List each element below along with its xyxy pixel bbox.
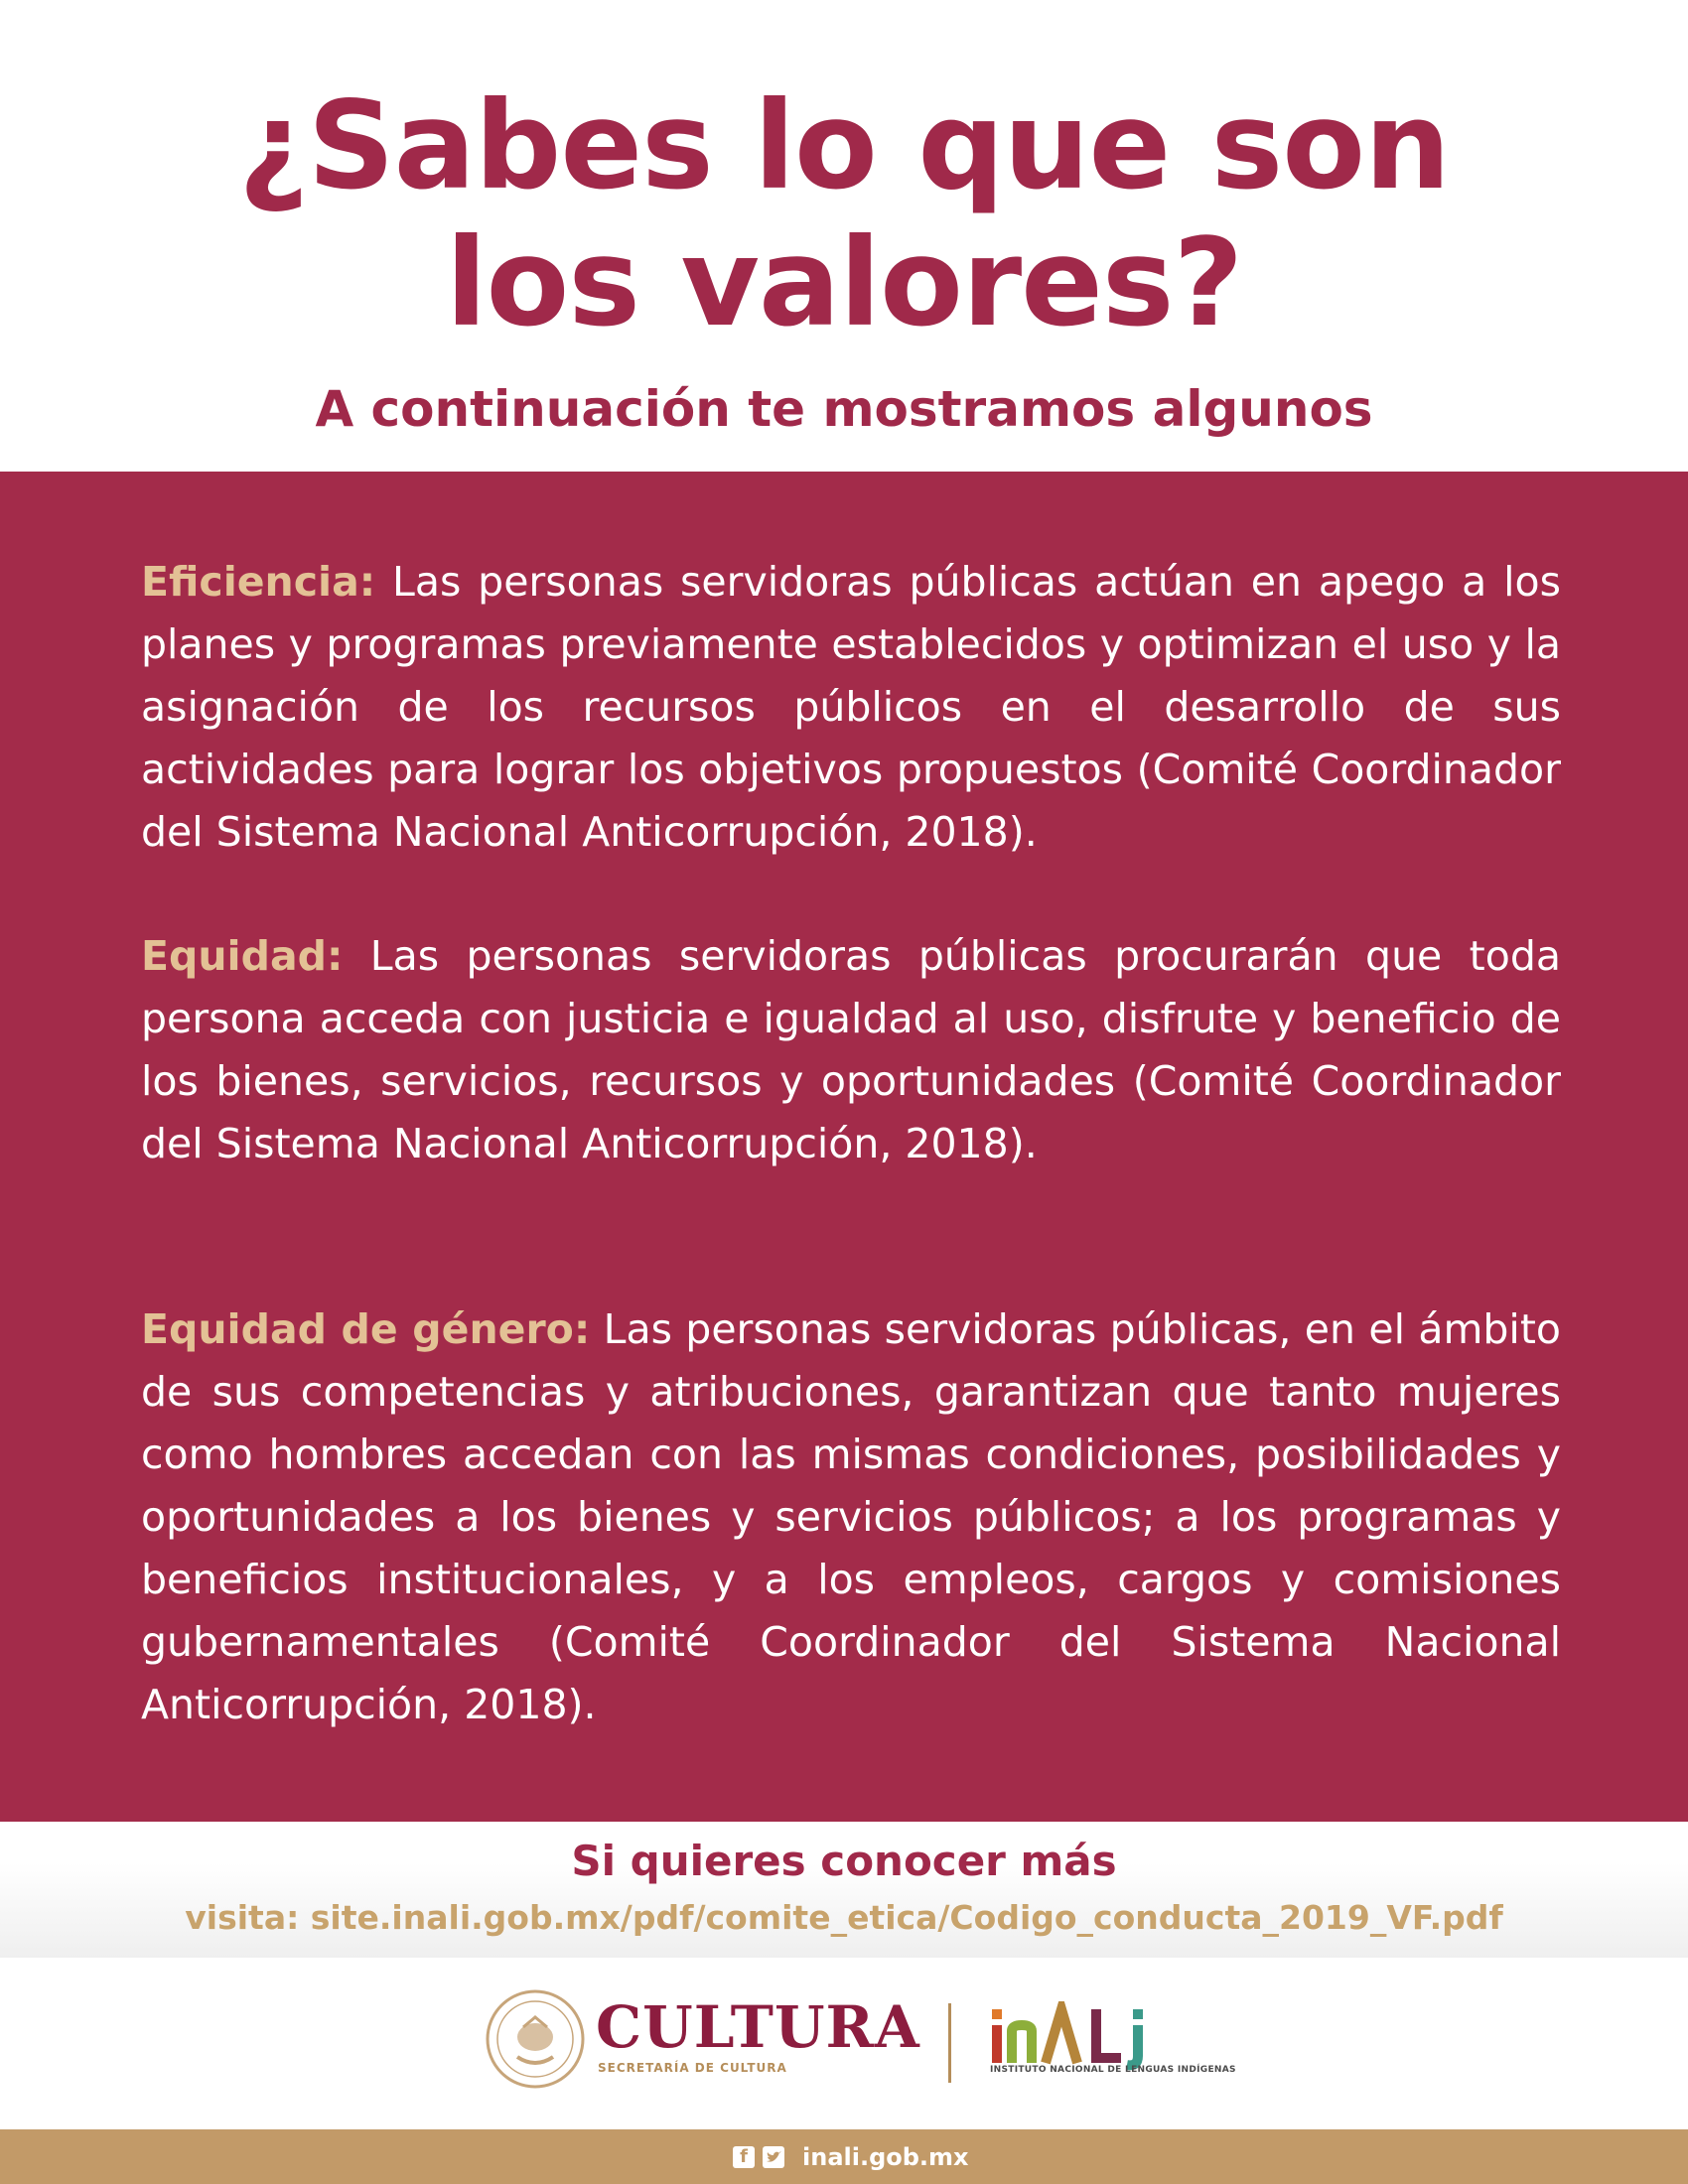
twitter-bird-icon: [763, 2146, 784, 2168]
more-info-title: Si quieres conocer más: [571, 1837, 1117, 1885]
footer-content: [733, 2142, 969, 2172]
page-title: [0, 77, 1688, 351]
value-paragraph-eficiencia: [141, 551, 1561, 864]
value-term: Equidad de género:: [141, 1305, 591, 1353]
value-text: Las personas servidoras públicas, en el ámbito de sus competencias y atribuciones, garantizan que tanto mujeres como hombres accedan con las mismas condiciones, posibilidades y oportunidades a los bienes y servicios públicos; a los programas y beneficios institucionales, y a los empleos, cargos y comisiones gubernamentales (Comité Coordinador del Sistema Nacional Anticorrupción, 2018).: [141, 1305, 1561, 1728]
cultura-logo-text: CULTURA: [596, 1993, 920, 2061]
title-line-1: ¿Sabes lo que son: [238, 75, 1450, 216]
logo-divider: [948, 2003, 951, 2083]
value-text: Las personas servidoras públicas actúan en apego a los planes y programas previamente establecidos y optimizan el uso y la asignación de los recursos públicos en el desarrollo de sus actividades para lograr los objetivos propuestos (Comité Coordinador del Sistema Nacional Anticorrupción, 2018).: [141, 558, 1561, 856]
value-term: Eficiencia:: [141, 558, 376, 606]
footer-website[interactable]: inali.gob.mx: [802, 2143, 969, 2171]
more-info-link[interactable]: visita: site.inali.gob.mx/pdf/comite_etica/Codigo_conducta_2019_VF.pdf: [185, 1898, 1503, 1937]
mexico-seal-icon: [484, 1987, 587, 2091]
inali-logo-subtitle: INSTITUTO NACIONAL DE LENGUAS INDÍGENAS: [990, 2065, 1236, 2075]
twitter-icon[interactable]: [763, 2146, 784, 2168]
value-paragraph-equidad-genero: [141, 1298, 1561, 1736]
value-term: Equidad:: [141, 932, 344, 980]
page-subtitle: A continuación te mostramos algunos: [315, 380, 1373, 438]
facebook-icon[interactable]: f: [733, 2146, 755, 2168]
cultura-logo-subtitle: SECRETARÍA DE CULTURA: [598, 2061, 787, 2075]
title-line-2: los valores?: [445, 212, 1243, 353]
value-text: Las personas servidoras públicas procurarán que toda persona acceda con justicia e igualdad al uso, disfrute y beneficio de los bienes, servicios, recursos y oportunidades (Comité Coordinador del Sistema Nacional Anticorrupción, 2018).: [141, 932, 1561, 1167]
value-paragraph-equidad: [141, 925, 1561, 1175]
inali-logo-icon: [988, 2001, 1206, 2071]
